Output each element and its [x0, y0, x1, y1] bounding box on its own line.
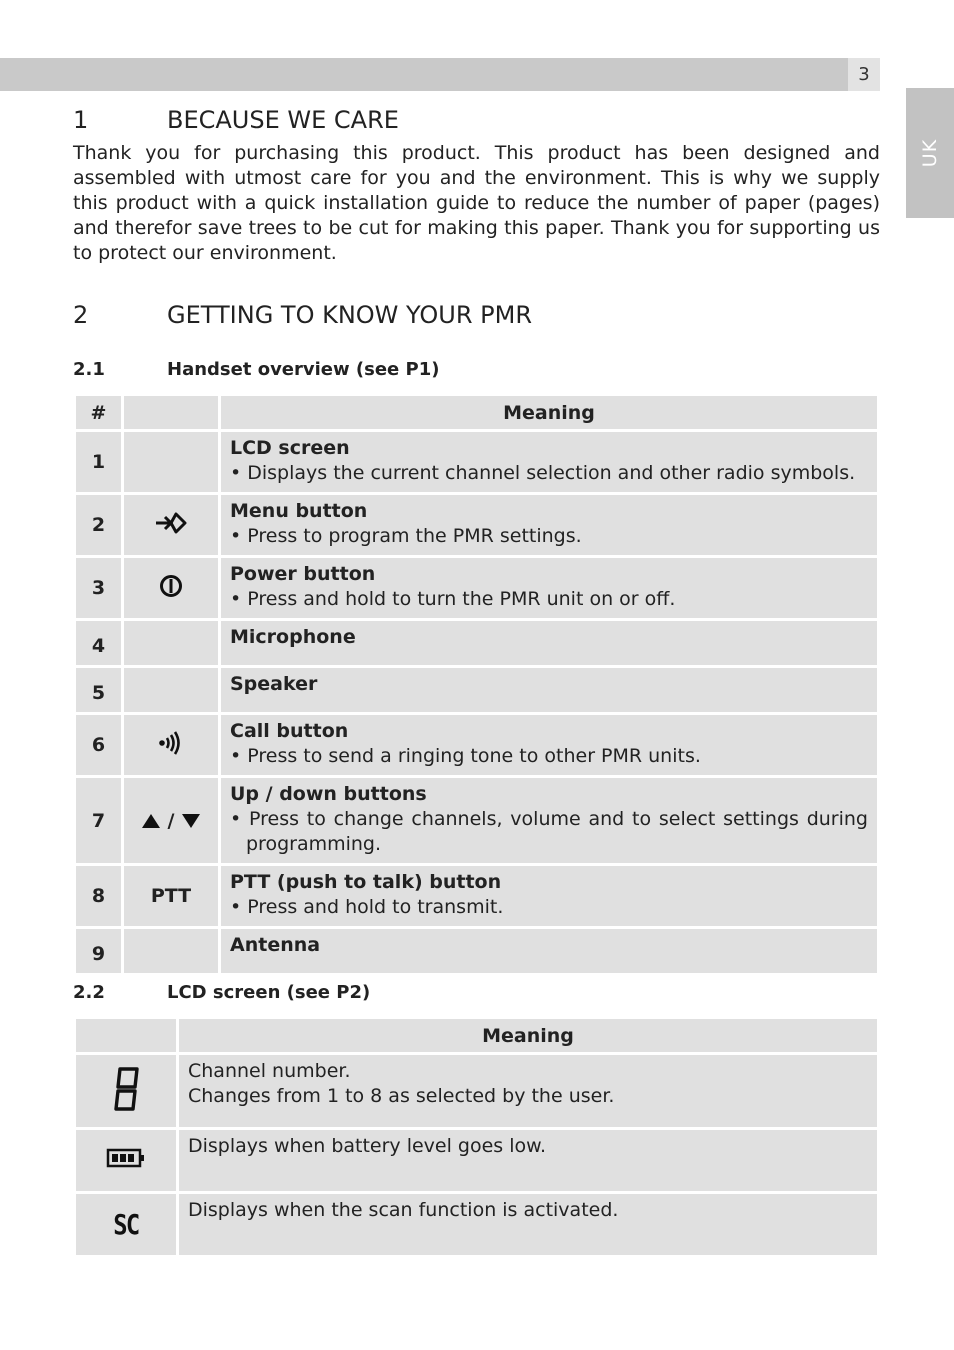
row-number: 2 — [76, 495, 121, 555]
row-title: PTT (push to talk) button — [230, 871, 502, 893]
row-line-1: Channel number. — [188, 1060, 351, 1082]
row-meaning — [221, 558, 877, 618]
row-title: Speaker — [230, 673, 318, 695]
row-icon — [124, 495, 218, 555]
header-icon — [76, 1019, 176, 1052]
subsection-title: LCD screen (see P2) — [167, 982, 371, 1003]
subsection-number: 2.1 — [73, 359, 105, 380]
row-meaning — [221, 715, 877, 775]
row-number: 7 — [76, 778, 121, 863]
subsection-title: Handset overview (see P1) — [167, 359, 440, 380]
header-meaning: Meaning — [221, 396, 877, 429]
scan-sc-icon: SC — [113, 1208, 139, 1241]
down-triangle-icon — [181, 813, 201, 829]
row-title: Power button — [230, 563, 376, 585]
handset-overview-table — [73, 393, 880, 976]
row-description: • Press and hold to transmit. — [230, 896, 504, 918]
table-row — [76, 621, 877, 665]
subsection-number: 2.2 — [73, 982, 105, 1003]
section-number: 1 — [73, 106, 89, 134]
row-number: 4 — [76, 621, 121, 665]
row-number: 9 — [76, 929, 121, 973]
row-icon — [124, 668, 218, 712]
row-icon — [124, 929, 218, 973]
ptt-label: PTT — [124, 866, 218, 926]
table-row — [76, 866, 877, 926]
row-description: • Press to send a ringing tone to other PMR units. — [230, 745, 701, 767]
row-icon — [124, 778, 218, 863]
section-title: GETTING TO KNOW YOUR PMR — [167, 301, 533, 329]
row-number: 6 — [76, 715, 121, 775]
row-description: • Press to program the PMR settings. — [230, 525, 582, 547]
section-title: BECAUSE WE CARE — [167, 106, 399, 134]
row-meaning — [221, 668, 877, 712]
battery-icon — [106, 1147, 146, 1169]
row-meaning — [179, 1130, 877, 1191]
row-icon — [76, 1194, 176, 1255]
power-icon — [159, 574, 183, 598]
separator-slash: / — [167, 809, 175, 832]
row-meaning — [221, 929, 877, 973]
header-meaning: Meaning — [179, 1019, 877, 1052]
row-meaning — [179, 1055, 877, 1127]
table-row — [76, 715, 877, 775]
row-title: Microphone — [230, 626, 356, 648]
row-number: 1 — [76, 432, 121, 492]
call-signal-icon — [157, 730, 185, 756]
row-meaning — [179, 1194, 877, 1255]
row-meaning — [221, 621, 877, 665]
header-bar — [0, 58, 848, 91]
row-title: Up / down buttons — [230, 783, 427, 805]
menu-arrow-icon — [155, 512, 187, 534]
table-row — [76, 1055, 877, 1127]
table-header-row — [76, 1019, 877, 1052]
row-icon — [76, 1055, 176, 1127]
row-number: 3 — [76, 558, 121, 618]
row-icon — [124, 621, 218, 665]
row-icon — [124, 558, 218, 618]
row-description: • Press and hold to turn the PMR unit on or off. — [230, 588, 676, 610]
row-title: Antenna — [230, 934, 321, 956]
row-meaning — [221, 866, 877, 926]
row-title: LCD screen — [230, 437, 350, 459]
up-triangle-icon — [141, 813, 161, 829]
row-line-1: Displays when the scan function is activated. — [188, 1199, 619, 1221]
table-row — [76, 495, 877, 555]
intro-paragraph: Thank you for purchasing this product. This product has been designed and assembled with utmost care for you and the environment. This is why we supply this product with a quick installation guide to reduce the number of paper (pages) and therefor save trees to be cut for making this paper. Thank you for supporting us to protect our environment. — [73, 142, 880, 264]
row-meaning — [221, 778, 877, 863]
row-number: 5 — [76, 668, 121, 712]
table-row — [76, 778, 877, 863]
row-icon — [76, 1130, 176, 1191]
row-meaning — [221, 432, 877, 492]
row-description: • Press to change channels, volume and to select settings during programming. — [230, 808, 868, 855]
row-line-1: Displays when battery level goes low. — [188, 1135, 546, 1157]
table-row — [76, 1194, 877, 1255]
table-row — [76, 558, 877, 618]
seven-segment-8-icon — [111, 1066, 141, 1112]
table-row — [76, 432, 877, 492]
table-row — [76, 668, 877, 712]
language-tab — [906, 88, 954, 218]
row-icon — [124, 715, 218, 775]
row-number: 8 — [76, 866, 121, 926]
row-title: Call button — [230, 720, 349, 742]
header-number: # — [76, 396, 121, 429]
page-number: 3 — [848, 58, 880, 91]
language-tab-label: UK — [919, 138, 941, 168]
row-icon — [124, 432, 218, 492]
table-header-row — [76, 396, 877, 429]
row-line-2: Changes from 1 to 8 as selected by the user. — [188, 1085, 615, 1107]
row-description: • Displays the current channel selection and other radio symbols. — [230, 462, 856, 484]
row-meaning — [221, 495, 877, 555]
lcd-screen-table — [73, 1016, 880, 1258]
row-title: Menu button — [230, 500, 368, 522]
table-row — [76, 929, 877, 973]
table-row — [76, 1130, 877, 1191]
section-number: 2 — [73, 301, 89, 329]
header-icon — [124, 396, 218, 429]
